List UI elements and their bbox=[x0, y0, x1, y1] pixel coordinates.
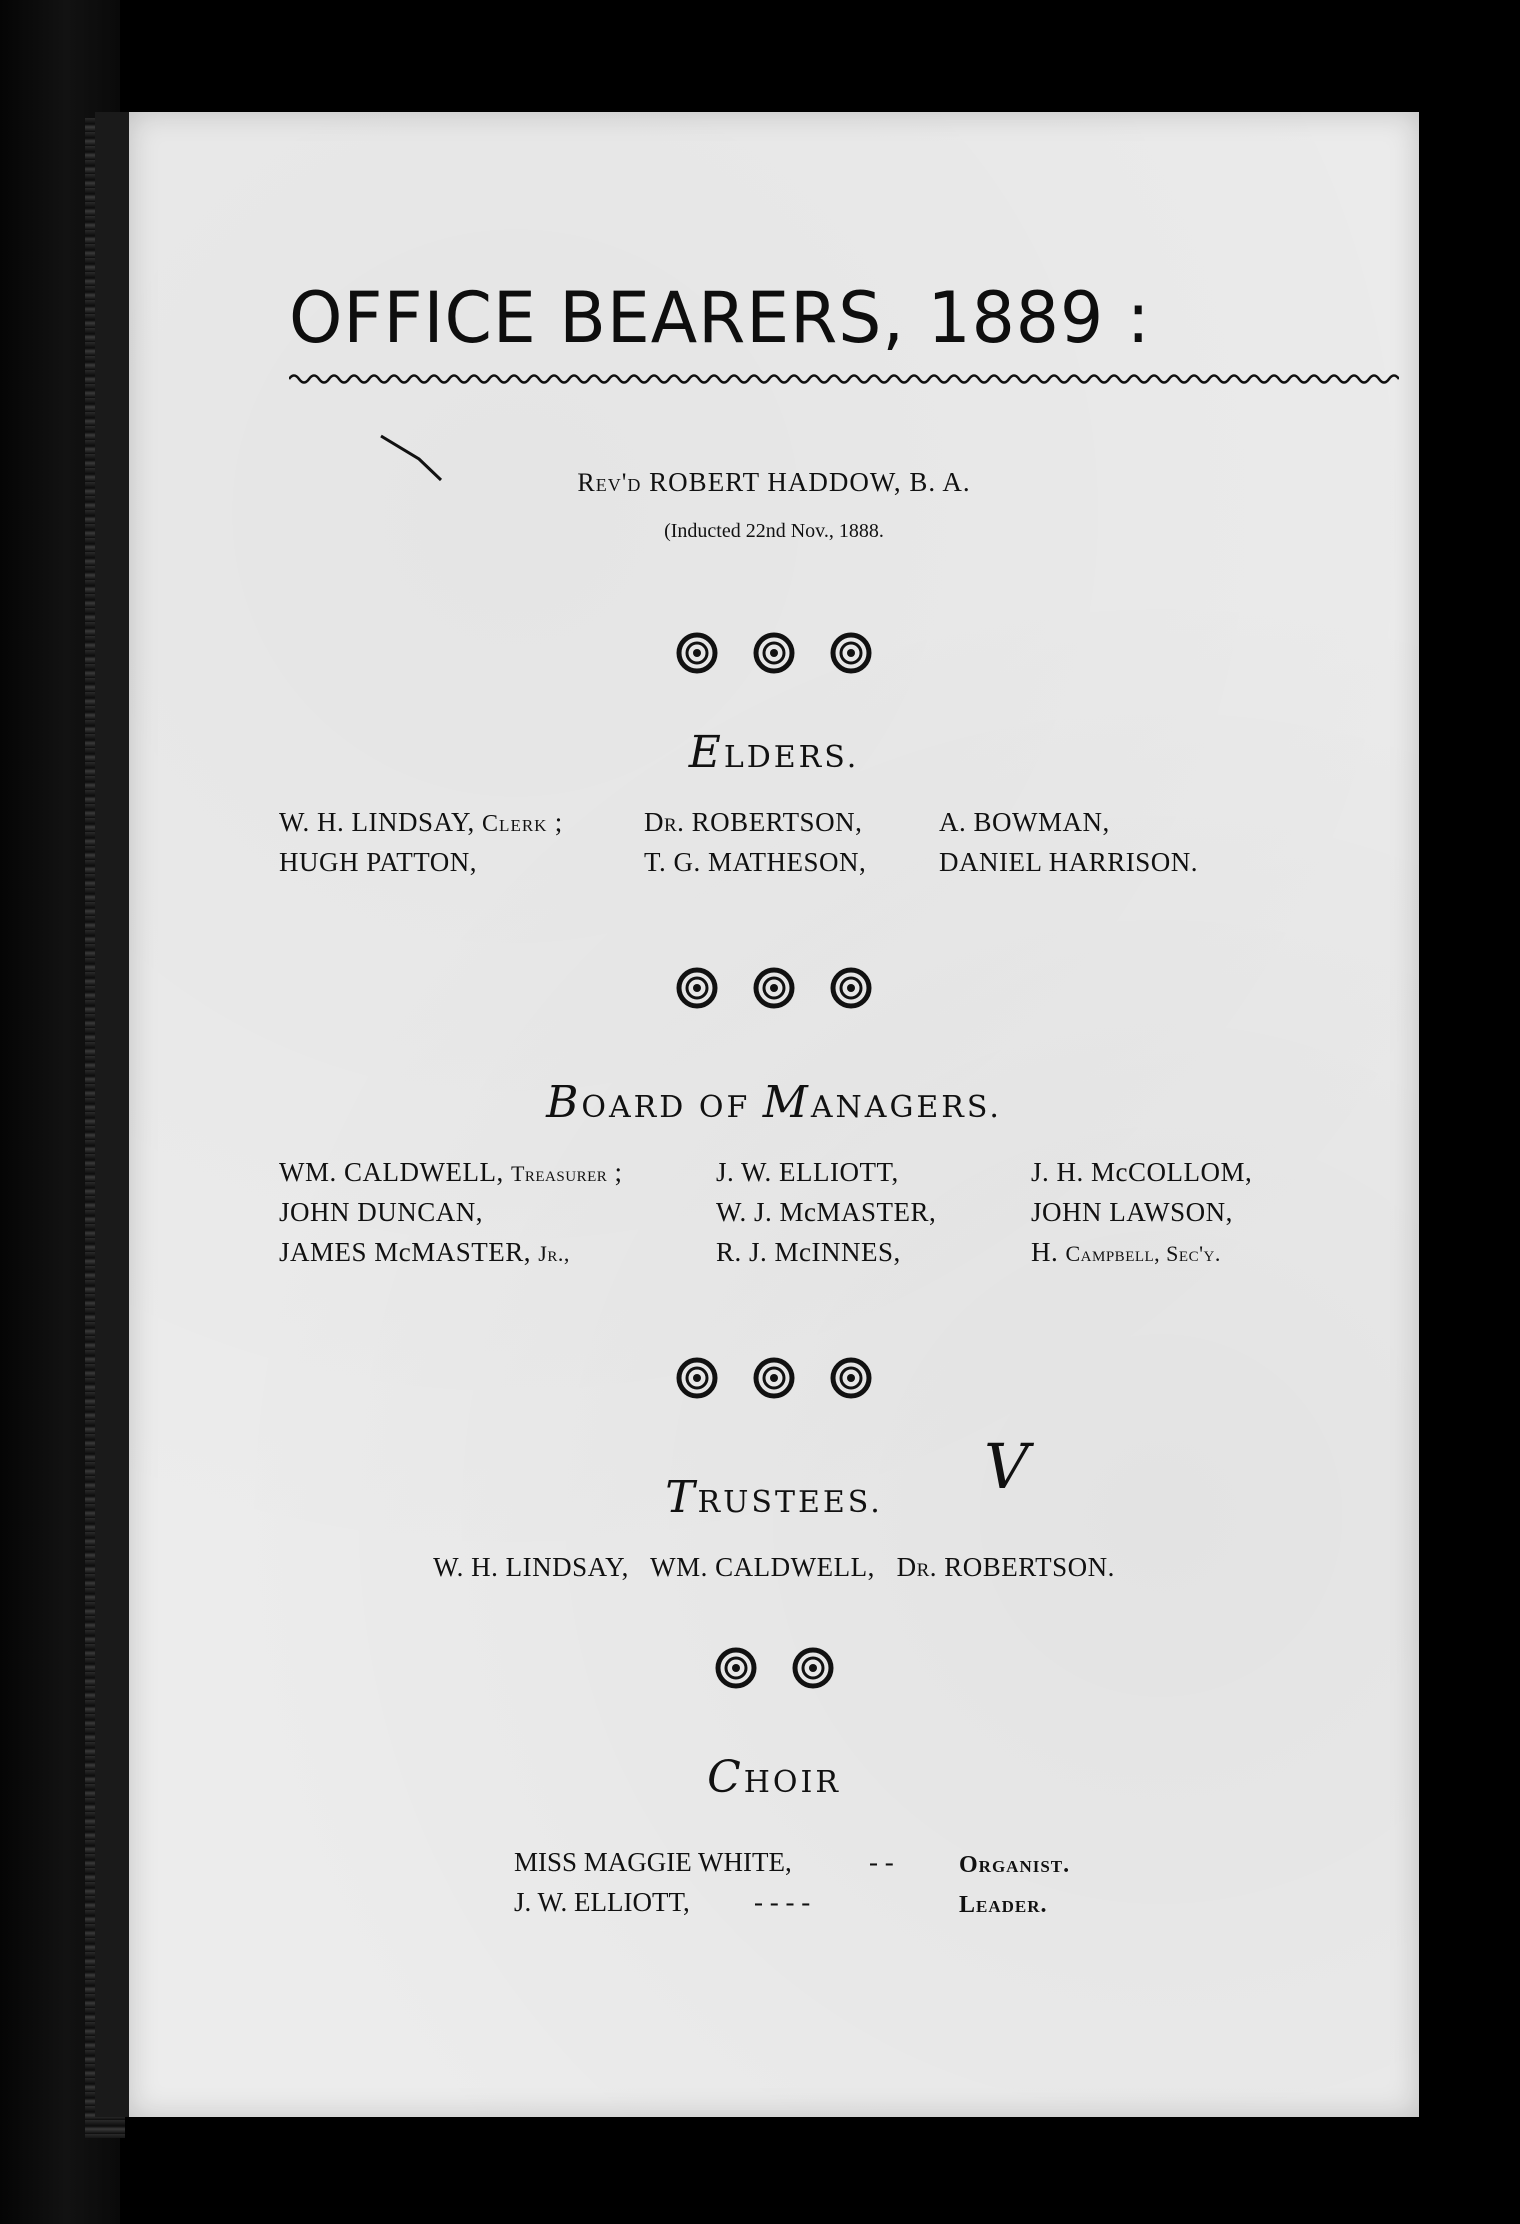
bullseye-ornament-icon bbox=[676, 1357, 718, 1399]
managers-row bbox=[279, 1197, 1409, 1237]
bullseye-ornament-icon bbox=[753, 967, 795, 1009]
managers-list bbox=[279, 1157, 1409, 1277]
bullseye-ornament-icon bbox=[830, 632, 872, 674]
elder-name: A. BOWMAN, bbox=[939, 807, 1110, 837]
manager-name: WM. CALDWELL, Treasurer ; bbox=[279, 1157, 623, 1187]
bullseye-ornament-icon bbox=[715, 1647, 757, 1689]
elders-list bbox=[279, 807, 1379, 887]
document-page bbox=[95, 112, 1419, 2117]
trustees-heading-initial: T bbox=[665, 1472, 698, 1523]
bullseye-ornament-icon bbox=[676, 967, 718, 1009]
managers-heading bbox=[129, 1077, 1419, 1128]
minister-prefix: Rev'd bbox=[577, 468, 642, 497]
ornament-group-1 bbox=[129, 632, 1419, 674]
trustees-list bbox=[129, 1552, 1419, 1583]
elders-row bbox=[279, 847, 1379, 887]
choir-member-name: MISS MAGGIE WHITE, bbox=[514, 1847, 792, 1877]
trustees-heading-text: RUSTEES. bbox=[697, 1485, 883, 1520]
elders-heading bbox=[129, 727, 1419, 778]
manager-name: JOHN LAWSON, bbox=[1031, 1197, 1233, 1227]
elder-name: Dr. ROBERTSON, bbox=[644, 807, 863, 837]
elder-name: W. H. LINDSAY, Clerk ; bbox=[279, 807, 563, 837]
managers-heading-text: OARD OF bbox=[581, 1090, 763, 1125]
managers-heading-text: ANAGERS. bbox=[810, 1090, 1002, 1125]
trustees-heading bbox=[129, 1472, 1419, 1523]
ornament-group-4 bbox=[129, 1647, 1419, 1689]
ornament-group-3 bbox=[129, 1357, 1419, 1399]
managers-row bbox=[279, 1157, 1409, 1197]
manager-name: JOHN DUNCAN, bbox=[279, 1197, 484, 1227]
choir-member-dots: - - - - bbox=[754, 1887, 811, 1917]
choir-member-role: Organist. bbox=[959, 1852, 1071, 1878]
wavy-rule bbox=[289, 370, 1399, 388]
inducted-note: (Inducted 22nd Nov., 1888. bbox=[664, 520, 884, 542]
choir-member-dots: - - bbox=[869, 1847, 894, 1877]
manager-name: J. H. McCOLLOM, bbox=[1031, 1157, 1253, 1187]
elder-name: HUGH PATTON, bbox=[279, 847, 478, 877]
managers-heading-initial: M bbox=[762, 1077, 811, 1128]
manager-name: J. W. ELLIOTT, bbox=[716, 1157, 899, 1187]
bullseye-ornament-icon bbox=[753, 632, 795, 674]
managers-heading-initial: B bbox=[546, 1077, 582, 1128]
bullseye-ornament-icon bbox=[753, 1357, 795, 1399]
bullseye-ornament-icon bbox=[830, 1357, 872, 1399]
trustee-name: Dr. ROBERTSON. bbox=[896, 1552, 1115, 1582]
elder-name: T. G. MATHESON, bbox=[644, 847, 867, 877]
manager-name: JAMES McMASTER, Jr., bbox=[279, 1237, 570, 1267]
choir-heading-initial: C bbox=[707, 1752, 744, 1803]
ornament-group-2 bbox=[129, 967, 1419, 1009]
choir-member-role: Leader. bbox=[959, 1892, 1048, 1918]
manager-name: H. Campbell, Sec'y. bbox=[1031, 1237, 1221, 1267]
choir-member-name: J. W. ELLIOTT, bbox=[514, 1887, 690, 1917]
minister-name: ROBERT HADDOW, B. A. bbox=[649, 467, 971, 497]
bullseye-ornament-icon bbox=[676, 632, 718, 674]
bullseye-ornament-icon bbox=[792, 1647, 834, 1689]
elders-heading-initial: E bbox=[688, 727, 724, 778]
managers-row bbox=[279, 1237, 1409, 1277]
handwritten-check-mark: V bbox=[984, 1430, 1029, 1503]
trustee-name: WM. CALDWELL, bbox=[650, 1552, 875, 1582]
elder-name: DANIEL HARRISON. bbox=[939, 847, 1198, 877]
elders-heading-text: LDERS. bbox=[723, 740, 860, 775]
manager-name: R. J. McINNES, bbox=[716, 1237, 901, 1267]
choir-heading bbox=[129, 1752, 1419, 1803]
bullseye-ornament-icon bbox=[830, 967, 872, 1009]
manager-name: W. J. McMASTER, bbox=[716, 1197, 937, 1227]
choir-heading-text: HOIR bbox=[743, 1765, 841, 1800]
trustee-name: W. H. LINDSAY, bbox=[433, 1552, 629, 1582]
elders-row bbox=[279, 807, 1379, 847]
page-title: OFFICE BEARERS, 1889 : bbox=[289, 277, 1151, 359]
minister-line bbox=[129, 467, 1419, 498]
